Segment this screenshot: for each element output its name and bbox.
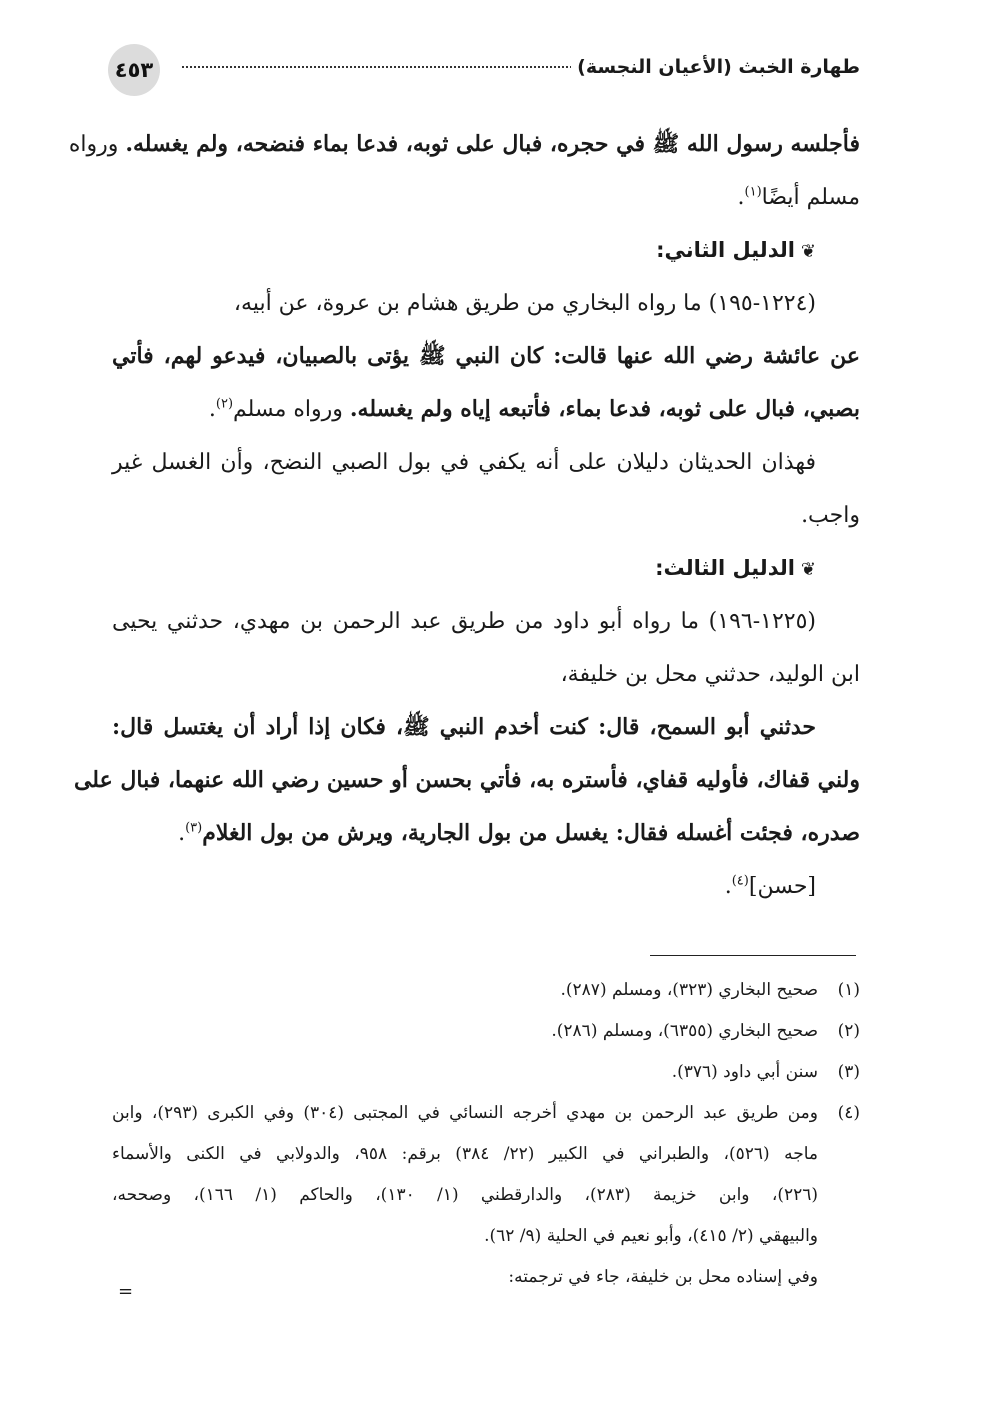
continuation-mark: = xyxy=(118,1281,134,1302)
page-number-badge: ٤٥٣ xyxy=(108,44,160,96)
punctuation: . xyxy=(208,397,216,422)
footnote-text: صحيح البخاري (٦٣٥٥)، ومسلم (٢٨٦). xyxy=(551,1021,818,1041)
hadith-text: حدثني أبو السمح، قال: كنت أخدم النبي ﷺ، فكان إذا أراد أن يغتسل قال: xyxy=(112,714,816,740)
hadith-text: صدره، فجئت أغسله فقال: يغسل من بول الجارية، ويرش من بول الغلام xyxy=(202,820,860,846)
footnote-separator xyxy=(650,955,856,956)
hadith-text: ولني قفاك، فأوليه قفاي، فأستره به، فأتي بحسن أو حسين رضي الله عنهما، فبال على xyxy=(73,767,860,793)
section-heading-third-proof xyxy=(112,542,860,595)
narration-note: ورواه مسلم xyxy=(233,397,350,422)
punctuation: . xyxy=(737,185,745,210)
text-line: ابن الوليد، حدثني محل بن خليفة، xyxy=(560,662,860,687)
footnote-text: (٢٢٦)، وابن خزيمة (٢٨٣)، والدارقطني (١/ ١٣٠)، والحاكم (١/ ١٦٦)، وصححه، xyxy=(112,1185,819,1205)
text-line: (١٢٢٥-١٩٦) ما رواه أبو داود من طريق عبد الرحمن بن مهدي، حدثني يحيى xyxy=(112,609,816,634)
footnote-continuation xyxy=(112,1257,860,1298)
footnote-ref[interactable]: (٤) xyxy=(731,873,749,889)
footnote-item xyxy=(112,1052,860,1093)
ornament-icon: ❦ xyxy=(800,559,816,580)
heading-text: الدليل الثالث: xyxy=(655,556,795,580)
running-title: طهارة الخبث (الأعيان النجسة) xyxy=(571,56,860,78)
page-header xyxy=(108,44,860,96)
footnote-item xyxy=(112,970,860,1011)
footnote-number: (٣) xyxy=(837,1062,860,1082)
footnote-text: ومن طريق عبد الرحمن بن مهدي أخرجه النسائي في المجتبى (٣٠٤) وفي الكبرى (٢٩٣)، وابن xyxy=(112,1103,818,1123)
text-line: واجب. xyxy=(801,503,860,528)
footnote-number: (٢) xyxy=(837,1021,860,1041)
narration-note: مسلم أيضًا xyxy=(761,185,860,210)
narration-note: ورواه xyxy=(68,132,126,157)
punctuation: . xyxy=(178,821,186,846)
footnote-item xyxy=(112,1093,860,1257)
footnote-item xyxy=(112,1011,860,1052)
hadith-text: فأجلسه رسول الله ﷺ في حجره، فبال على ثوبه، فدعا بماء فنضحه، ولم يغسله. xyxy=(125,131,860,157)
footnotes xyxy=(112,970,860,1298)
main-text xyxy=(68,118,860,913)
text-line xyxy=(68,118,860,171)
text-line xyxy=(112,383,860,436)
footnote-number: (١) xyxy=(837,980,860,1000)
section-heading-second-proof xyxy=(112,224,860,277)
footnote-text: صحيح البخاري (٣٢٣)، ومسلم (٢٨٧). xyxy=(560,980,818,1000)
footnote-ref[interactable]: (١) xyxy=(744,184,762,200)
grading-text: [حسن] xyxy=(748,874,816,899)
text-line xyxy=(112,807,860,860)
footnote-text: وفي إسناده محل بن خليفة، جاء في ترجمته: xyxy=(508,1267,818,1287)
footnote-text: ماجه (٥٢٦)، والطبراني في الكبير (٢٢/ ٣٨٤) برقم: ٩٥٨، والدولابي في الكنى والأسماء xyxy=(112,1144,818,1164)
punctuation: . xyxy=(724,874,732,899)
ornament-icon: ❦ xyxy=(800,241,816,262)
footnote-number: (٤) xyxy=(837,1103,860,1123)
heading-text: الدليل الثاني: xyxy=(656,238,795,262)
hadith-text: عن عائشة رضي الله عنها قالت: كان النبي ﷺ يؤتى بالصبيان، فيدعو لهم، فأتي xyxy=(112,343,860,369)
text-line: فهذان الحديثان دليلان على أنه يكفي في بول الصبي النضح، وأن الغسل غير xyxy=(112,450,816,475)
text-line: (١٢٢٤-١٩٥) ما رواه البخاري من طريق هشام بن عروة، عن أبيه، xyxy=(233,291,816,316)
text-line xyxy=(112,860,860,913)
footnote-text: سنن أبي داود (٣٧٦). xyxy=(671,1062,818,1082)
footnote-text: والبيهقي (٢/ ٤١٥)، وأبو نعيم في الحلية (٩/ ٦٢). xyxy=(484,1226,818,1246)
hadith-text: بصبي، فبال على ثوبه، فدعا بماء، فأتبعه إياه ولم يغسله. xyxy=(349,396,860,422)
footnote-ref[interactable]: (٢) xyxy=(215,396,234,412)
footnote-ref[interactable]: (٣) xyxy=(185,820,203,836)
text-line xyxy=(112,171,860,224)
